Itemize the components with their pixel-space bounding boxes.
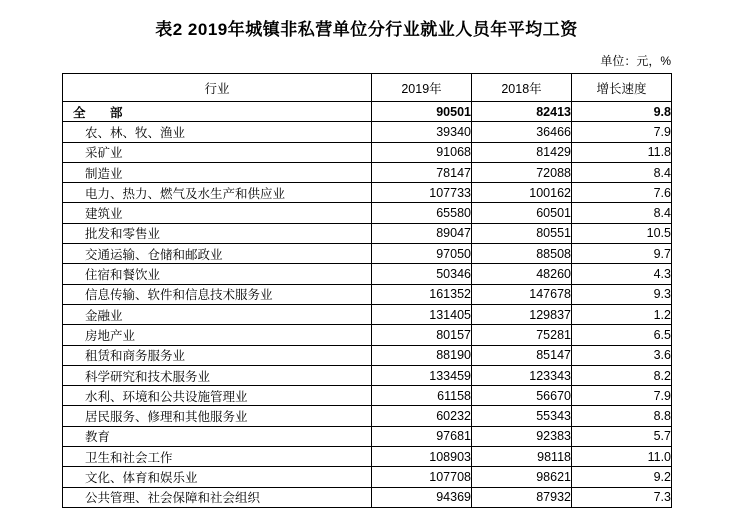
cell-industry: 建筑业	[63, 203, 372, 223]
cell-2019: 107733	[372, 183, 472, 203]
cell-industry: 水利、环境和公共设施管理业	[63, 386, 372, 406]
cell-growth: 8.2	[572, 365, 672, 385]
table-row	[63, 203, 672, 223]
cell-industry: 信息传输、软件和信息技术服务业	[63, 284, 372, 304]
table-row	[63, 223, 672, 243]
table-row	[63, 325, 672, 345]
cell-2018: 48260	[472, 264, 572, 284]
cell-2018: 60501	[472, 203, 572, 223]
cell-growth: 7.3	[572, 487, 672, 507]
cell-industry: 公共管理、社会保障和社会组织	[63, 487, 372, 507]
table-row	[63, 122, 672, 142]
cell-growth: 11.8	[572, 142, 672, 162]
table-row	[63, 284, 672, 304]
cell-industry: 租赁和商务服务业	[63, 345, 372, 365]
cell-2018: 80551	[472, 223, 572, 243]
cell-industry: 居民服务、修理和其他服务业	[63, 406, 372, 426]
table-row	[63, 467, 672, 487]
cell-industry: 采矿业	[63, 142, 372, 162]
cell-industry: 教育	[63, 426, 372, 446]
cell-2019: 65580	[372, 203, 472, 223]
cell-growth: 7.9	[572, 386, 672, 406]
cell-2018: 56670	[472, 386, 572, 406]
cell-growth: 8.4	[572, 203, 672, 223]
cell-growth: 10.5	[572, 223, 672, 243]
cell-2019: 108903	[372, 447, 472, 467]
cell-industry: 制造业	[63, 162, 372, 182]
cell-2019: 89047	[372, 223, 472, 243]
cell-industry: 电力、热力、燃气及水生产和供应业	[63, 183, 372, 203]
cell-2018: 129837	[472, 304, 572, 324]
cell-growth: 8.8	[572, 406, 672, 426]
cell-growth: 3.6	[572, 345, 672, 365]
cell-2018: 82413	[472, 102, 572, 122]
cell-2018: 72088	[472, 162, 572, 182]
cell-2018: 123343	[472, 365, 572, 385]
cell-2018: 36466	[472, 122, 572, 142]
cell-growth: 4.3	[572, 264, 672, 284]
cell-industry: 批发和零售业	[63, 223, 372, 243]
cell-2019: 80157	[372, 325, 472, 345]
cell-2018: 88508	[472, 244, 572, 264]
cell-2018: 98118	[472, 447, 572, 467]
table-row	[63, 162, 672, 182]
table-row	[63, 487, 672, 507]
cell-2018: 147678	[472, 284, 572, 304]
cell-growth: 8.4	[572, 162, 672, 182]
cell-2019: 131405	[372, 304, 472, 324]
cell-2018: 100162	[472, 183, 572, 203]
cell-2019: 107708	[372, 467, 472, 487]
cell-industry: 金融业	[63, 304, 372, 324]
table-row	[63, 386, 672, 406]
cell-growth: 5.7	[572, 426, 672, 446]
cell-growth: 9.2	[572, 467, 672, 487]
cell-2019: 39340	[372, 122, 472, 142]
cell-2019: 78147	[372, 162, 472, 182]
cell-industry: 交通运输、仓储和邮政业	[63, 244, 372, 264]
cell-industry: 科学研究和技术服务业	[63, 365, 372, 385]
table-row	[63, 183, 672, 203]
cell-growth: 9.8	[572, 102, 672, 122]
cell-industry: 文化、体育和娱乐业	[63, 467, 372, 487]
column-header-2018: 2018年	[472, 74, 572, 102]
cell-2019: 97050	[372, 244, 472, 264]
table-row	[63, 426, 672, 446]
column-header-growth: 增长速度	[572, 74, 672, 102]
table-row	[63, 447, 672, 467]
page-title: 表2 2019年城镇非私营单位分行业就业人员年平均工资	[155, 20, 578, 39]
cell-growth: 9.7	[572, 244, 672, 264]
table-row	[63, 264, 672, 284]
table-row	[63, 345, 672, 365]
cell-2018: 98621	[472, 467, 572, 487]
cell-2019: 161352	[372, 284, 472, 304]
cell-industry: 住宿和餐饮业	[63, 264, 372, 284]
table-row	[63, 244, 672, 264]
column-header-2019: 2019年	[372, 74, 472, 102]
table-row	[63, 142, 672, 162]
table-header	[63, 74, 672, 102]
cell-2019: 90501	[372, 102, 472, 122]
table-header-row	[63, 74, 672, 102]
table-body	[63, 102, 672, 508]
cell-industry: 卫生和社会工作	[63, 447, 372, 467]
table-row	[63, 102, 672, 122]
cell-2018: 55343	[472, 406, 572, 426]
cell-industry: 全 部	[63, 102, 372, 122]
cell-growth: 9.3	[572, 284, 672, 304]
table-container	[0, 73, 733, 508]
cell-industry: 农、林、牧、渔业	[63, 122, 372, 142]
cell-2019: 133459	[372, 365, 472, 385]
cell-2019: 97681	[372, 426, 472, 446]
cell-growth: 1.2	[572, 304, 672, 324]
cell-2019: 94369	[372, 487, 472, 507]
table-row	[63, 406, 672, 426]
cell-2018: 87932	[472, 487, 572, 507]
cell-industry: 房地产业	[63, 325, 372, 345]
cell-2019: 61158	[372, 386, 472, 406]
cell-2019: 88190	[372, 345, 472, 365]
unit-note: 单位：元，%	[600, 54, 671, 68]
wage-table	[62, 73, 672, 508]
cell-2018: 75281	[472, 325, 572, 345]
cell-2019: 91068	[372, 142, 472, 162]
cell-2018: 81429	[472, 142, 572, 162]
cell-2019: 60232	[372, 406, 472, 426]
cell-growth: 6.5	[572, 325, 672, 345]
cell-growth: 7.6	[572, 183, 672, 203]
cell-2018: 92383	[472, 426, 572, 446]
table-row	[63, 304, 672, 324]
cell-2018: 85147	[472, 345, 572, 365]
cell-growth: 11.0	[572, 447, 672, 467]
table-row	[63, 365, 672, 385]
cell-growth: 7.9	[572, 122, 672, 142]
cell-2019: 50346	[372, 264, 472, 284]
column-header-industry: 行业	[63, 74, 372, 102]
